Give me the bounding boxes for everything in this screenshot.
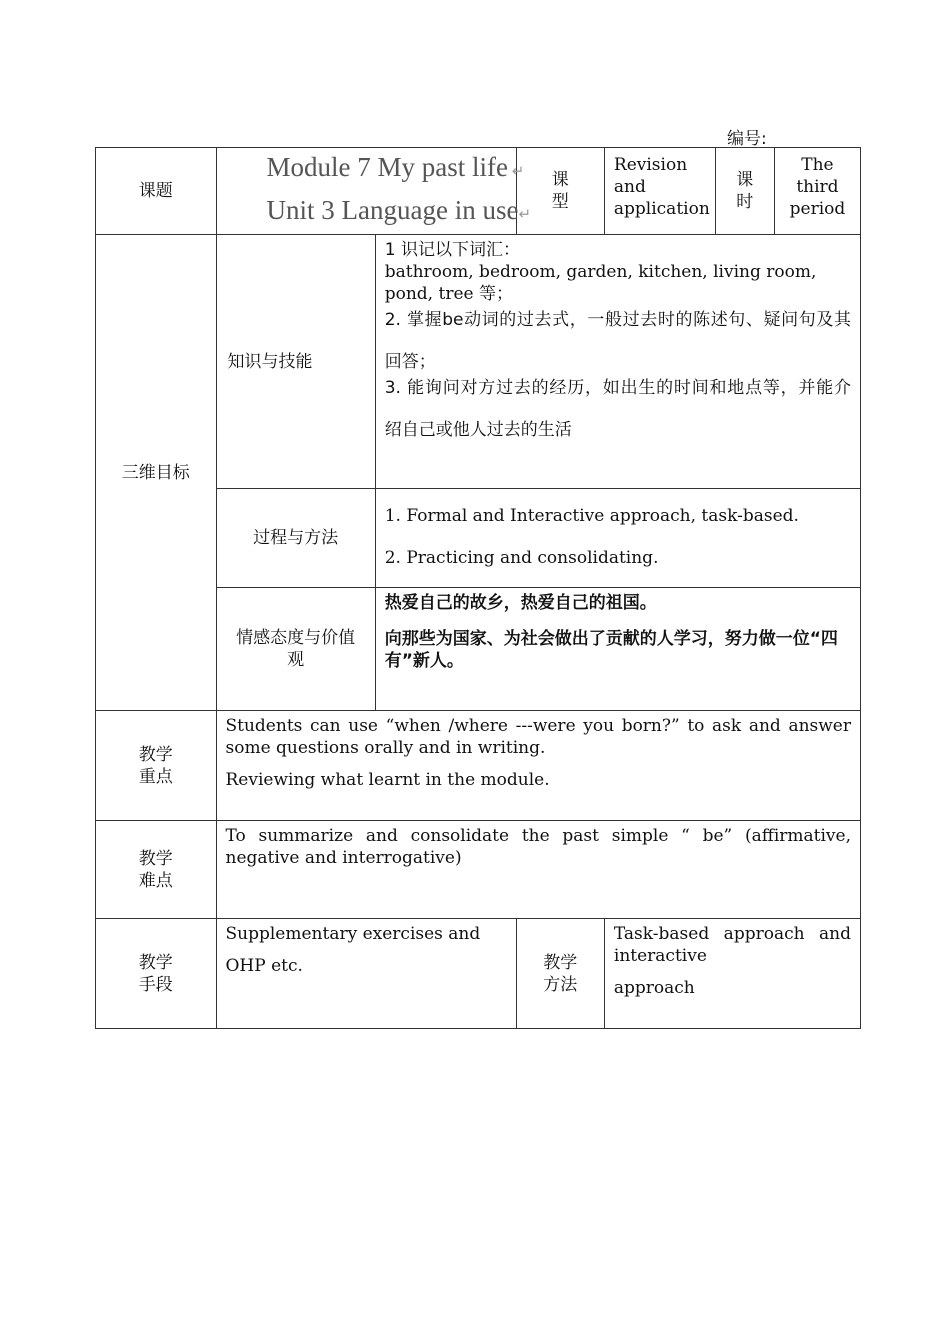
key-points-line-2: Reviewing what learnt in the module. bbox=[225, 770, 550, 790]
key-points-row bbox=[96, 711, 861, 821]
means-line-2: OHP etc. bbox=[225, 956, 303, 976]
means-content bbox=[216, 919, 516, 1029]
lesson-type-label: 课型 bbox=[516, 148, 604, 235]
process-content bbox=[375, 489, 860, 588]
means-row bbox=[96, 919, 861, 1029]
emotion-label: 情感态度与价值观 bbox=[216, 588, 375, 711]
lesson-type-value: Revision and application bbox=[613, 155, 710, 219]
method-content bbox=[604, 919, 860, 1029]
topic-label: 课题 bbox=[96, 148, 217, 235]
knowledge-line-6: 绍自己或他人过去的生活 bbox=[384, 420, 572, 440]
knowledge-line-2: bathroom, bedroom, garden, kitchen, living room, pond, tree 等； bbox=[384, 262, 817, 304]
method-line-2: approach bbox=[613, 978, 695, 998]
difficulties-label: 教学难点 bbox=[96, 821, 217, 919]
key-points-label: 教学重点 bbox=[96, 711, 217, 821]
lesson-plan-table bbox=[95, 147, 861, 1029]
lesson-time-value: The third period bbox=[789, 155, 846, 219]
serial-number-label: 编号: bbox=[727, 129, 767, 149]
means-line-1: Supplementary exercises and bbox=[225, 924, 481, 944]
topic-row bbox=[96, 148, 861, 235]
emotion-content bbox=[375, 588, 860, 711]
difficulties-content bbox=[216, 821, 861, 919]
method-label: 教学方法 bbox=[516, 919, 604, 1029]
means-label: 教学手段 bbox=[96, 919, 217, 1029]
knowledge-content bbox=[375, 235, 860, 489]
process-line-1: 1. Formal and Interactive approach, task-based. bbox=[384, 506, 799, 526]
process-line-2: 2. Practicing and consolidating. bbox=[384, 548, 659, 568]
emotion-line-1: 热爱自己的故乡，热爱自己的祖国。 bbox=[384, 593, 657, 613]
knowledge-line-5: 3. 能询问对方过去的经历，如出生的时间和地点等，并能介 bbox=[384, 378, 851, 398]
lesson-type-value-cell bbox=[604, 148, 715, 235]
knowledge-line-1: 1 识记以下词汇： bbox=[384, 240, 520, 260]
title-cell bbox=[216, 148, 532, 235]
lesson-time-value-cell bbox=[774, 148, 860, 235]
emotion-line-2: 向那些为国家、为社会做出了贡献的人学习，努力做一位“四有”新人。 bbox=[384, 629, 838, 671]
knowledge-line-3: 2. 掌握be动词的过去式，一般过去时的陈述句、疑问句及其 bbox=[384, 310, 851, 330]
process-label: 过程与方法 bbox=[216, 489, 375, 588]
difficulties-row bbox=[96, 821, 861, 919]
key-points-line-1: Students can use “when /where ---were you born?” to ask and answer some questions orally and in writing. bbox=[225, 716, 851, 758]
unit-title: Unit 3 Language in use↵ bbox=[266, 195, 532, 225]
module-title: Module 7 My past life ↵ bbox=[266, 152, 525, 182]
difficulties-line-1: To summarize and consolidate the past simple “ be” (affirmative, negative and interrogative) bbox=[225, 826, 851, 868]
key-points-content bbox=[216, 711, 861, 821]
goals-label: 三维目标 bbox=[96, 235, 217, 711]
knowledge-line-4: 回答； bbox=[384, 352, 436, 372]
method-line-1: Task-based approach and interactive bbox=[613, 924, 851, 966]
knowledge-label: 知识与技能 bbox=[216, 235, 375, 489]
lesson-time-label: 课时 bbox=[715, 148, 774, 235]
knowledge-row bbox=[96, 235, 861, 489]
